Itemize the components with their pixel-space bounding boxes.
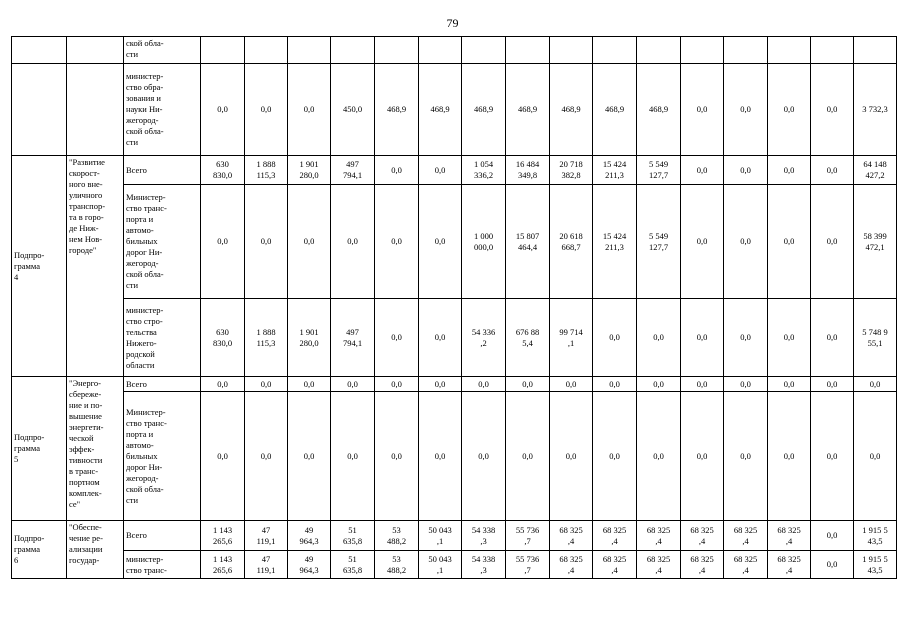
value-cell: 676 88 5,4 [506, 299, 550, 377]
value-cell: 0,0 [375, 392, 419, 521]
value-cell: 0,0 [811, 299, 854, 377]
value-cell: 68 325 ,4 [550, 551, 593, 579]
value-cell: 0,0 [201, 64, 245, 156]
subprogram-label: Подпро- грамма 4 [12, 156, 67, 377]
value-cell: 49 964,3 [288, 551, 331, 579]
value-cell [681, 37, 724, 64]
value-cell: 68 325 ,4 [593, 521, 637, 551]
value-cell: 5 748 9 55,1 [854, 299, 897, 377]
value-cell: 0,0 [550, 392, 593, 521]
value-cell: 630 830,0 [201, 299, 245, 377]
value-cell: 450,0 [331, 64, 375, 156]
value-cell: 468,9 [550, 64, 593, 156]
value-cell: 15 424 211,3 [593, 156, 637, 185]
value-cell: 1 143 265,6 [201, 521, 245, 551]
value-cell [506, 37, 550, 64]
value-cell: 0,0 [462, 377, 506, 392]
value-cell [593, 37, 637, 64]
value-cell: 55 736 ,7 [506, 551, 550, 579]
value-cell: 1 054 336,2 [462, 156, 506, 185]
table-row [12, 156, 897, 185]
value-cell: 51 635,8 [331, 521, 375, 551]
program-name-cell [67, 64, 124, 156]
value-cell: 47 119,1 [245, 551, 288, 579]
value-cell: 497 794,1 [331, 156, 375, 185]
value-cell: 468,9 [506, 64, 550, 156]
value-cell: 0,0 [201, 185, 245, 299]
value-cell: 15 807 464,4 [506, 185, 550, 299]
value-cell: 0,0 [288, 185, 331, 299]
value-cell: 5 549 127,7 [637, 185, 681, 299]
value-cell: 0,0 [681, 392, 724, 521]
value-cell: 0,0 [724, 64, 768, 156]
value-cell: 53 488,2 [375, 551, 419, 579]
value-cell: 0,0 [768, 377, 811, 392]
value-cell: 20 618 668,7 [550, 185, 593, 299]
value-cell: 0,0 [854, 392, 897, 521]
value-cell: 0,0 [811, 521, 854, 551]
value-cell: 630 830,0 [201, 156, 245, 185]
value-cell [854, 37, 897, 64]
value-cell: 0,0 [811, 156, 854, 185]
value-cell: 0,0 [462, 392, 506, 521]
subprogram-name: "Развитие скорост- ного вне- уличного транспор- та в горо- де Ниж- нем Нов- городе" [67, 156, 124, 377]
value-cell: 68 325 ,4 [681, 521, 724, 551]
value-cell: 0,0 [724, 156, 768, 185]
executor-cell: министер- ство транс- [124, 551, 201, 579]
value-cell: 1 901 280,0 [288, 156, 331, 185]
value-cell: 0,0 [593, 392, 637, 521]
table-row [12, 185, 897, 299]
program-name-cell [67, 37, 124, 64]
value-cell: 468,9 [375, 64, 419, 156]
value-cell: 68 325 ,4 [724, 521, 768, 551]
executor-cell: министер- ство обра- зования и науки Ни- жегород- ской обла- сти [124, 64, 201, 156]
value-cell: 0,0 [768, 156, 811, 185]
value-cell: 1 000 000,0 [462, 185, 506, 299]
table-row [12, 64, 897, 156]
value-cell: 50 043 ,1 [419, 521, 462, 551]
value-cell: 99 714 ,1 [550, 299, 593, 377]
value-cell: 54 338 ,3 [462, 521, 506, 551]
value-cell: 0,0 [201, 392, 245, 521]
program-label-cell [12, 37, 67, 64]
value-cell: 1 888 115,3 [245, 299, 288, 377]
value-cell [331, 37, 375, 64]
value-cell: 50 043 ,1 [419, 551, 462, 579]
value-cell: 0,0 [506, 392, 550, 521]
value-cell: 0,0 [331, 377, 375, 392]
value-cell: 68 325 ,4 [550, 521, 593, 551]
executor-cell: Всего [124, 377, 201, 392]
value-cell: 0,0 [681, 299, 724, 377]
value-cell: 68 325 ,4 [768, 521, 811, 551]
value-cell: 68 325 ,4 [724, 551, 768, 579]
executor-cell: Министер- ство транс- порта и автомо- бильных дорог Ни- жегород- ской обла- сти [124, 392, 201, 521]
value-cell: 0,0 [854, 377, 897, 392]
value-cell [768, 37, 811, 64]
value-cell: 68 325 ,4 [681, 551, 724, 579]
value-cell [637, 37, 681, 64]
value-cell: 0,0 [375, 299, 419, 377]
value-cell [462, 37, 506, 64]
value-cell: 1 915 5 43,5 [854, 521, 897, 551]
value-cell: 55 736 ,7 [506, 521, 550, 551]
value-cell: 0,0 [419, 156, 462, 185]
value-cell: 1 901 280,0 [288, 299, 331, 377]
value-cell: 0,0 [550, 377, 593, 392]
value-cell: 0,0 [811, 551, 854, 579]
subprogram-label: Подпро- грамма 6 [12, 521, 67, 579]
executor-cell: министер- ство стро- тельства Нижего- родской области [124, 299, 201, 377]
value-cell: 0,0 [681, 156, 724, 185]
value-cell: 15 424 211,3 [593, 185, 637, 299]
value-cell: 0,0 [419, 392, 462, 521]
value-cell: 0,0 [506, 377, 550, 392]
value-cell: 0,0 [637, 299, 681, 377]
page-number: 79 [446, 16, 459, 30]
value-cell [419, 37, 462, 64]
executor-cell: ской обла- сти [124, 37, 201, 64]
value-cell [375, 37, 419, 64]
value-cell: 0,0 [768, 64, 811, 156]
value-cell [724, 37, 768, 64]
subprogram-name: "Энерго- сбереже- ние и по- вышение энергети- ческой эффек- тивности в транс- портном комплек- се" [67, 377, 124, 521]
value-cell: 468,9 [462, 64, 506, 156]
value-cell: 54 336 ,2 [462, 299, 506, 377]
table-row [12, 377, 897, 392]
table-row [12, 299, 897, 377]
value-cell [550, 37, 593, 64]
value-cell: 1 143 265,6 [201, 551, 245, 579]
value-cell: 0,0 [245, 377, 288, 392]
value-cell: 49 964,3 [288, 521, 331, 551]
value-cell [811, 37, 854, 64]
value-cell: 0,0 [593, 377, 637, 392]
value-cell: 0,0 [331, 392, 375, 521]
value-cell [245, 37, 288, 64]
value-cell: 468,9 [419, 64, 462, 156]
value-cell [288, 37, 331, 64]
subprogram-label: Подпро- грамма 5 [12, 377, 67, 521]
value-cell: 0,0 [811, 377, 854, 392]
value-cell: 0,0 [201, 377, 245, 392]
value-cell: 0,0 [724, 299, 768, 377]
value-cell: 54 338 ,3 [462, 551, 506, 579]
value-cell: 0,0 [724, 377, 768, 392]
value-cell: 0,0 [681, 64, 724, 156]
value-cell: 5 549 127,7 [637, 156, 681, 185]
subprogram-name: "Обеспе- чение ре- ализации государ- [67, 521, 124, 579]
value-cell: 0,0 [637, 377, 681, 392]
value-cell: 0,0 [419, 299, 462, 377]
value-cell: 468,9 [593, 64, 637, 156]
value-cell: 0,0 [288, 64, 331, 156]
value-cell: 68 325 ,4 [637, 521, 681, 551]
value-cell: 0,0 [288, 392, 331, 521]
table-row [12, 392, 897, 521]
value-cell: 0,0 [419, 185, 462, 299]
value-cell: 68 325 ,4 [637, 551, 681, 579]
table-row [12, 37, 897, 64]
value-cell: 3 732,3 [854, 64, 897, 156]
program-label-cell [12, 64, 67, 156]
value-cell: 0,0 [724, 392, 768, 521]
value-cell: 0,0 [245, 185, 288, 299]
value-cell: 1 915 5 43,5 [854, 551, 897, 579]
value-cell [201, 37, 245, 64]
executor-cell: Всего [124, 156, 201, 185]
value-cell: 0,0 [331, 185, 375, 299]
value-cell: 0,0 [811, 185, 854, 299]
value-cell: 53 488,2 [375, 521, 419, 551]
value-cell: 0,0 [593, 299, 637, 377]
value-cell: 0,0 [681, 185, 724, 299]
value-cell: 0,0 [768, 299, 811, 377]
executor-cell: Всего [124, 521, 201, 551]
value-cell: 68 325 ,4 [768, 551, 811, 579]
executor-cell: Министер- ство транс- порта и автомо- бильных дорог Ни- жегород- ской обла- сти [124, 185, 201, 299]
value-cell: 0,0 [724, 185, 768, 299]
value-cell: 0,0 [811, 392, 854, 521]
value-cell: 51 635,8 [331, 551, 375, 579]
table-row [12, 521, 897, 551]
value-cell: 20 718 382,8 [550, 156, 593, 185]
value-cell: 0,0 [245, 64, 288, 156]
value-cell: 0,0 [768, 392, 811, 521]
value-cell: 0,0 [419, 377, 462, 392]
value-cell: 1 888 115,3 [245, 156, 288, 185]
value-cell: 16 484 349,8 [506, 156, 550, 185]
value-cell: 0,0 [375, 377, 419, 392]
value-cell: 0,0 [375, 185, 419, 299]
value-cell: 0,0 [768, 185, 811, 299]
value-cell: 0,0 [288, 377, 331, 392]
value-cell: 0,0 [681, 377, 724, 392]
value-cell: 0,0 [375, 156, 419, 185]
value-cell: 68 325 ,4 [593, 551, 637, 579]
value-cell: 47 119,1 [245, 521, 288, 551]
budget-table [11, 36, 897, 579]
value-cell: 64 148 427,2 [854, 156, 897, 185]
value-cell: 497 794,1 [331, 299, 375, 377]
value-cell: 58 399 472,1 [854, 185, 897, 299]
table-row [12, 551, 897, 579]
value-cell: 0,0 [811, 64, 854, 156]
value-cell: 0,0 [637, 392, 681, 521]
value-cell: 0,0 [245, 392, 288, 521]
value-cell: 468,9 [637, 64, 681, 156]
